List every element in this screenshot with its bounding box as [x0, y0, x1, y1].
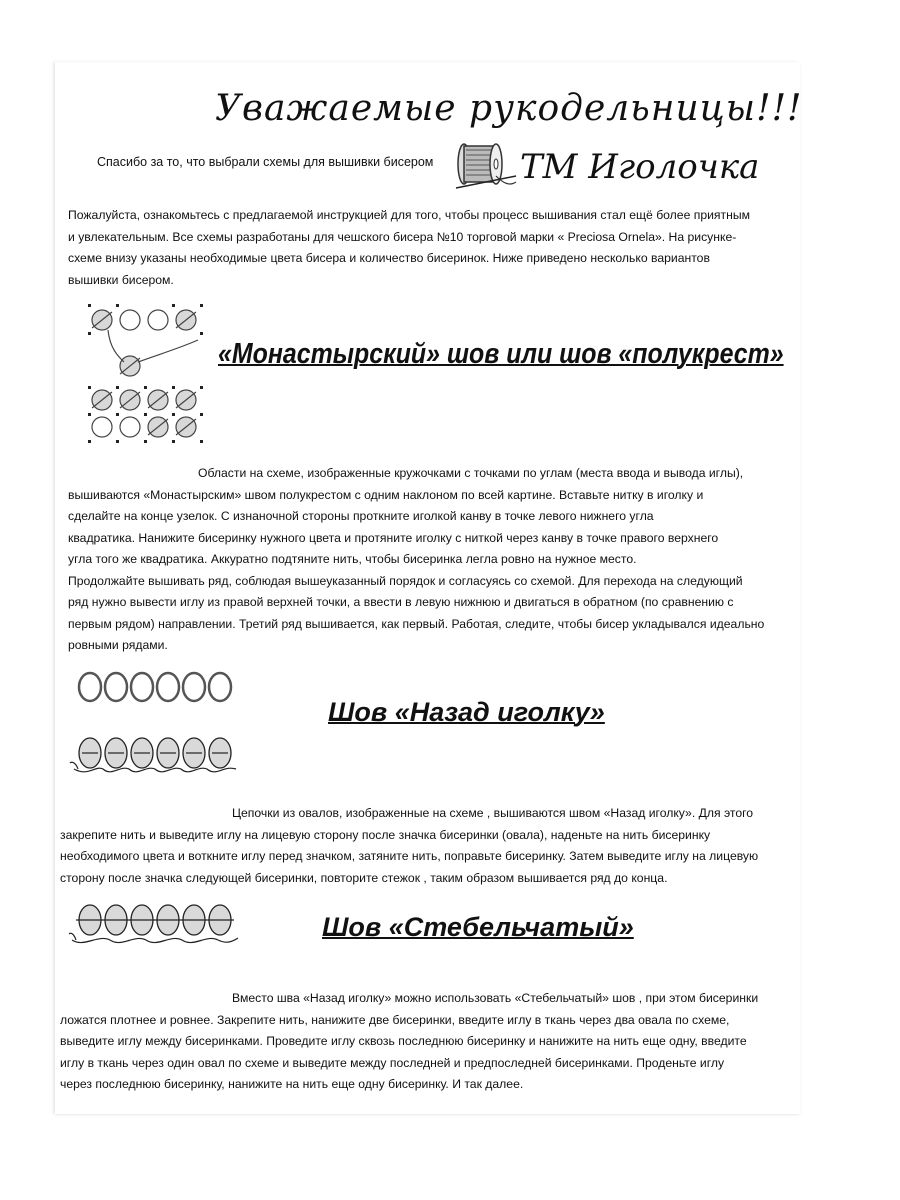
thread-spool-icon: [452, 136, 518, 192]
paragraph-line: через последнюю бисеринку, нанижите на нить еще одну бисеринку. И так далее.: [60, 1077, 524, 1091]
intro-line: Пожалуйста, ознакомьтесь с предлагаемой инструкцией для того, чтобы процесс вышивания стал ещё более приятным: [68, 208, 750, 222]
brand-name: ТМ Иголочка: [520, 147, 760, 187]
paragraph-line: выведите иглу между бисеринками. Проведите иглу сквозь последнюю бисеринку и нанижите на нить еще одну, введите: [60, 1034, 747, 1048]
paragraph-line: сделайте на конце узелок. С изнаночной стороны проткните иголкой канву в точке левого нижнего угла: [68, 509, 654, 523]
paragraph-line: ровными рядами.: [68, 638, 168, 652]
section-heading-backstitch: Шов «Назад иголку»: [328, 697, 605, 727]
section-heading-stem-stitch: Шов «Стебельчатый»: [322, 912, 634, 942]
intro-line: вышивки бисером.: [68, 272, 174, 287]
paragraph-line: иглу в ткань через один овал по схеме и выведите между последней и предпоследней бисеринками. Проденьте иглу: [60, 1055, 725, 1070]
stem-stitch-diagram-icon: [68, 898, 243, 968]
backstitch-diagram-icon: [68, 665, 243, 785]
paragraph-line: ложатся плотнее и ровнее. Закрепите нить, нанижите две бисеринки, введите иглу в ткань через два овала по схеме,: [60, 1012, 730, 1027]
paragraph-line: Области на схеме, изображенные кружочками с точками по углам (места ввода и вывода иглы),: [198, 466, 744, 480]
paragraph-line: сторону после значка следующей бисеринки, повторите стежок , таким образом вышивается ряд до конца.: [60, 870, 668, 885]
paragraph-line: Продолжайте вышивать ряд, соблюдая вышеуказанный порядок и согласуясь со схемой. Для перехода на следующий: [68, 573, 743, 588]
paragraph-line: Вместо шва «Назад иголку» можно использовать «Стебельчатый» шов , при этом бисеринки: [232, 991, 759, 1005]
paragraph-line: вышиваются «Монастырским» швом полукрестом с одним наклоном по всей картине. Вставьте нитку в иголку и: [68, 487, 704, 502]
thanks-text: Спасибо за то, что выбрали схемы для вышивки бисером: [97, 155, 434, 169]
stem-stitch-paragraph: [60, 988, 758, 1096]
paragraph-line: Цепочки из овалов, изображенные на схеме , вышиваются швом «Назад иголку». Для этого: [232, 806, 754, 820]
page-title: Уважаемые рукодельницы!!!: [215, 88, 803, 129]
intro-paragraph: [68, 205, 750, 291]
half-cross-diagram-icon: [80, 300, 215, 445]
paragraph-line: закрепите нить и выведите иглу на лицевую сторону после значка бисеринки (овала), наденьте на нить бисеринку: [60, 827, 711, 842]
paragraph-line: ряд нужно вывести иглу из правой верхней точки, а ввести в левую нижнюю и двигаться в обратном (по сравнению с: [68, 595, 734, 609]
paragraph-line: необходимого цвета и воткните иглу перед значком, затяните нить, поправьте бисеринку. Затем выведите иглу на лицевую: [60, 849, 759, 863]
intro-line: и увлекательным. Все схемы разработаны для чешского бисера №10 торговой марки « Preciosa Ornela». На рисунке-: [68, 229, 737, 244]
paragraph-line: угла того же квадратика. Аккуратно подтяните нить, чтобы бисеринка легла ровно на нужное место.: [68, 552, 637, 566]
intro-line: схеме внизу указаны необходимые цвета бисера и количество бисеринок. Ниже приведено несколько вариантов: [68, 251, 710, 265]
backstitch-paragraph: [60, 803, 758, 889]
section-heading-half-cross: «Монастырский» шов или шов «полукрест»: [218, 338, 784, 370]
paragraph-line: квадратика. Нанижите бисеринку нужного цвета и протяните иголку с ниткой через канву в точке правого верхнего: [68, 530, 719, 545]
paragraph-line: первым рядом) направлении. Третий ряд вышивается, как первый. Работая, следите, чтобы бисер укладывался идеально: [68, 616, 765, 631]
half-cross-paragraph: [68, 463, 764, 657]
